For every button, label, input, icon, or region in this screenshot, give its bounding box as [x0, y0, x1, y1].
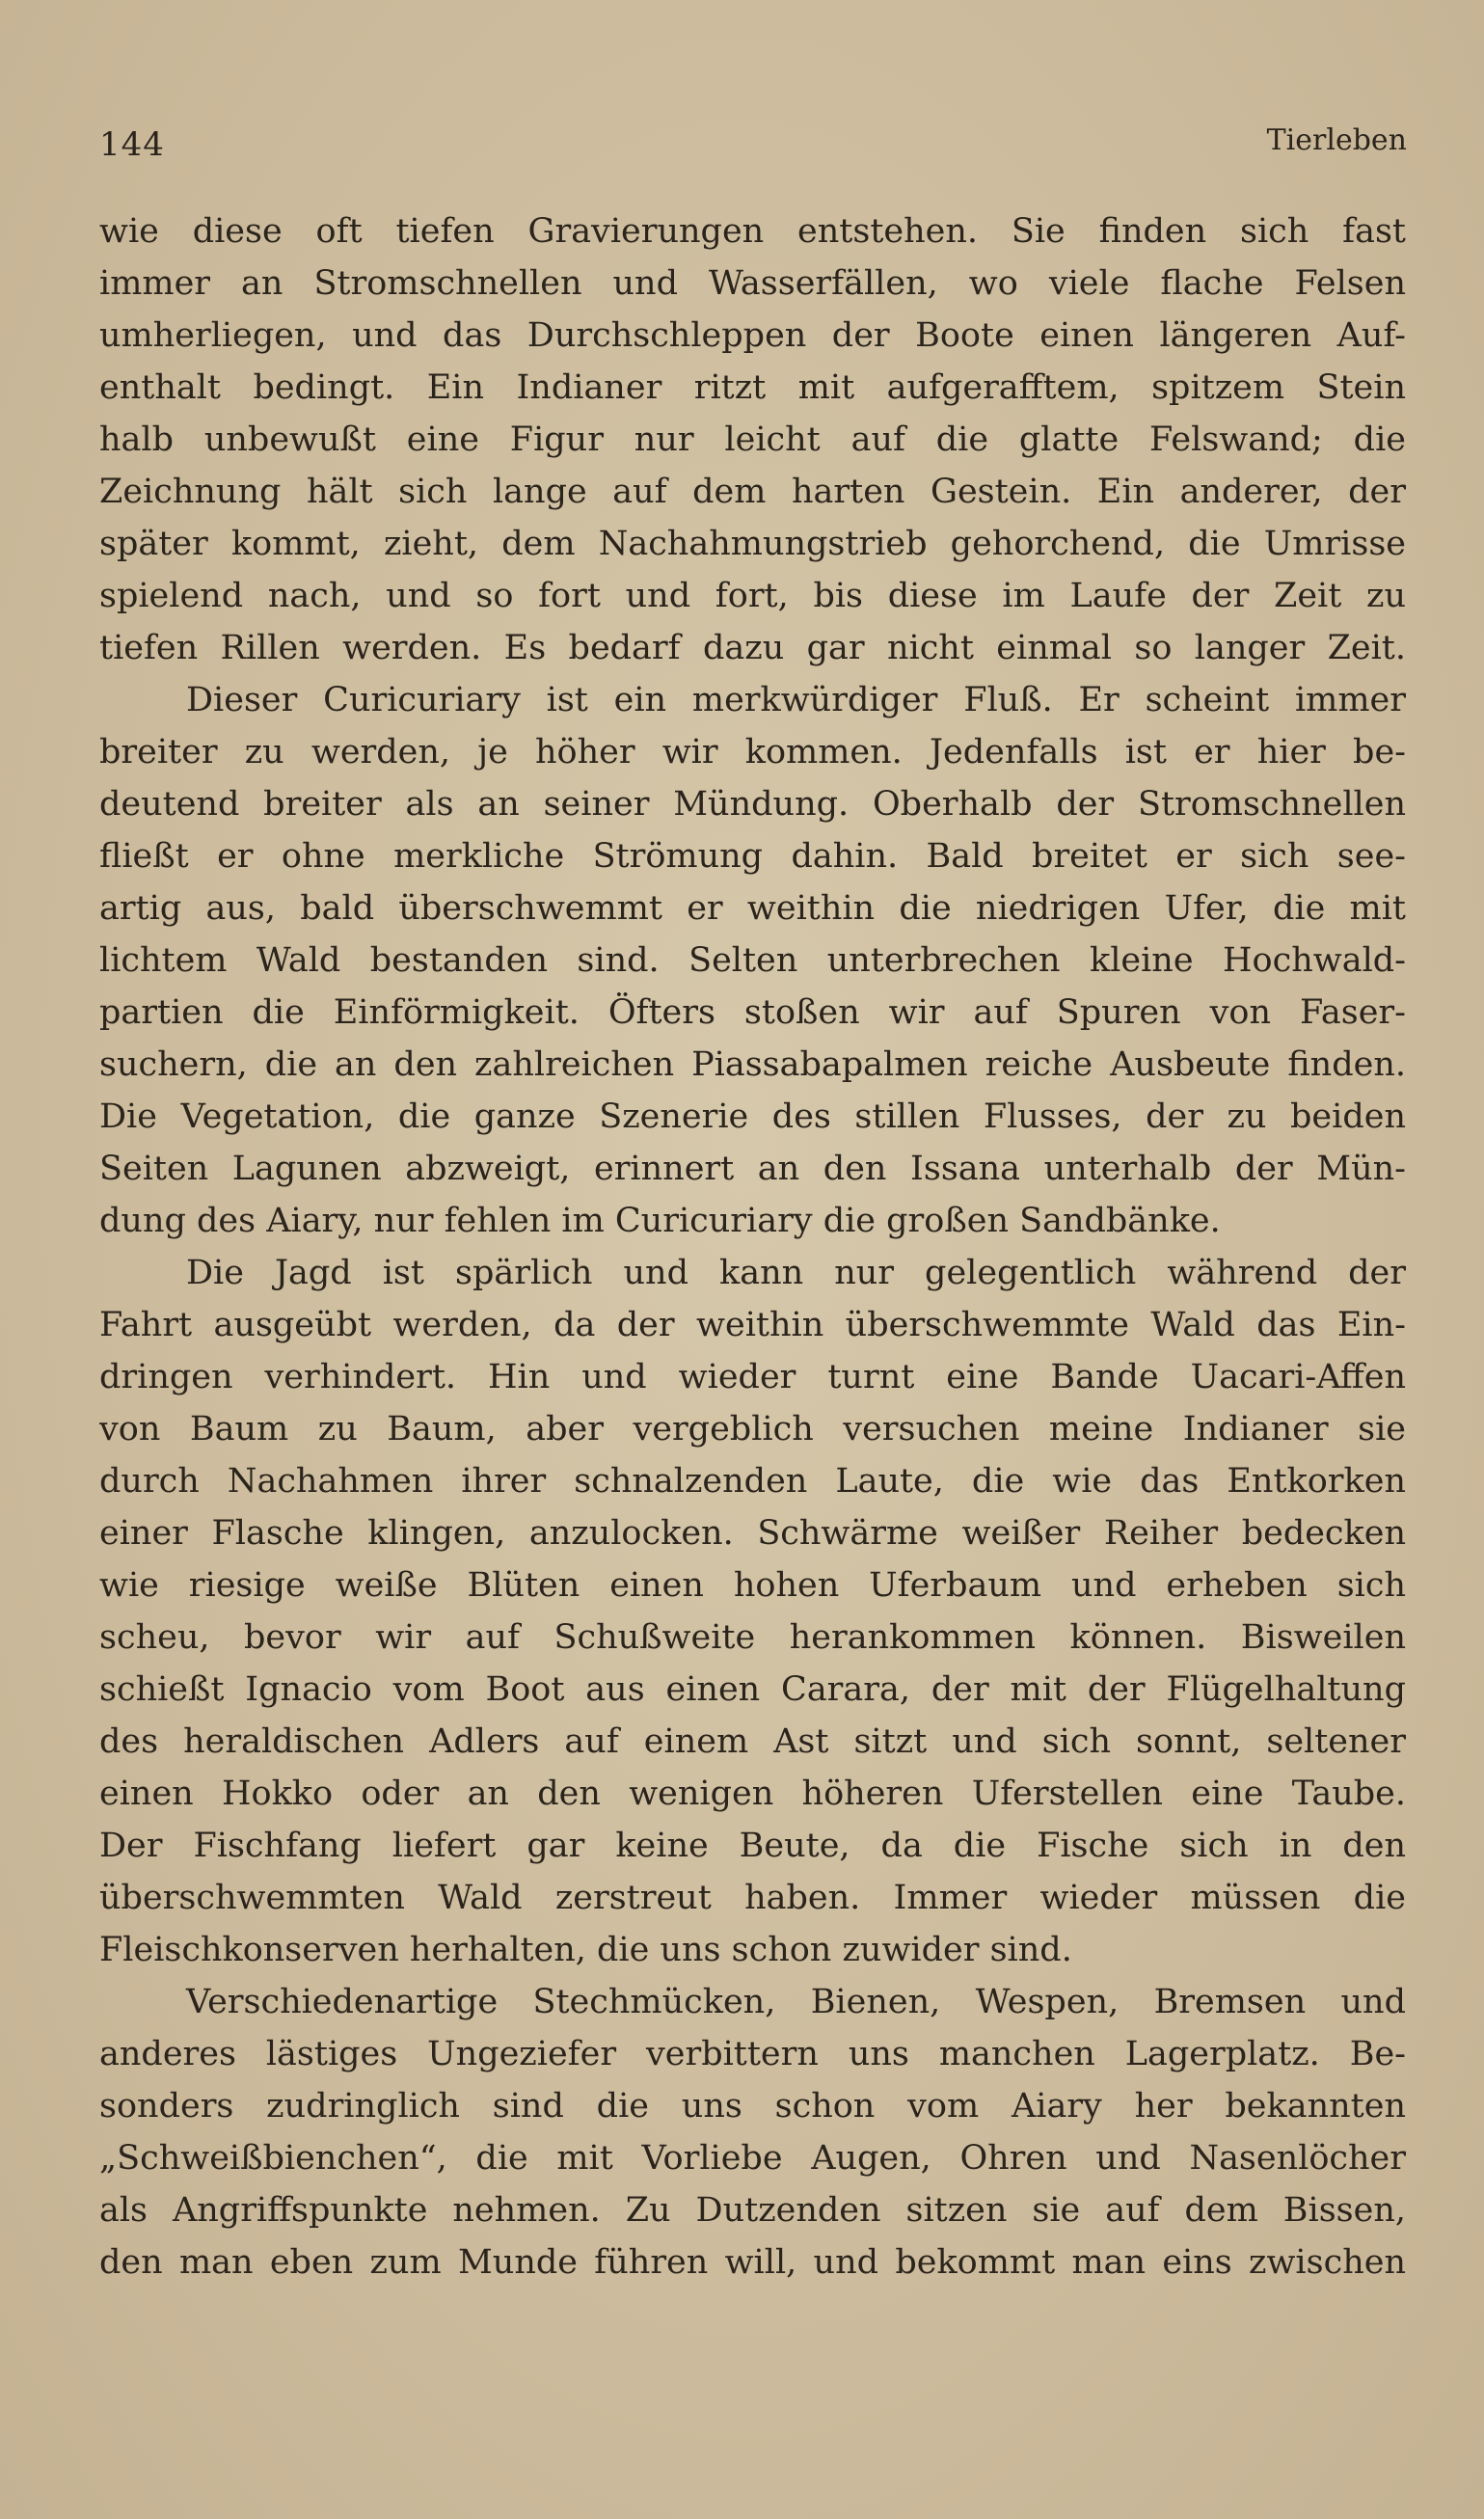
text-line: als Angriffspunkte nehmen. Zu Dutzenden sitzen sie auf dem Bissen,	[99, 2191, 1406, 2230]
paragraph-start-line: Die Jagd ist spärlich und kann nur gelegentlich während der	[186, 1254, 1406, 1292]
text-line: Fahrt ausgeübt werden, da der weithin überschwemmte Wald das Ein-	[99, 1306, 1406, 1344]
text-line: artig aus, bald überschwemmt er weithin die niedrigen Ufer, die mit	[99, 889, 1406, 928]
text-line: sonders zudringlich sind die uns schon vom Aiary her bekannten	[99, 2087, 1406, 2126]
text-line: immer an Stromschnellen und Wasserfällen, wo viele flache Felsen	[99, 264, 1406, 303]
text-line: von Baum zu Baum, aber vergeblich versuchen meine Indianer sie	[99, 1410, 1406, 1449]
text-line: Zeichnung hält sich lange auf dem harten Gestein. Ein anderer, der	[99, 473, 1406, 511]
text-line: halb unbewußt eine Figur nur leicht auf die glatte Felswand; die	[99, 420, 1406, 459]
text-line: den man eben zum Munde führen will, und bekommt man eins zwischen	[99, 2243, 1406, 2282]
text-line: suchern, die an den zahlreichen Piassabapalmen reiche Ausbeute finden.	[99, 1045, 1406, 1084]
paragraph-start-line: Verschiedenartige Stechmücken, Bienen, Wespen, Bremsen und	[186, 1983, 1406, 2021]
body-text	[99, 205, 1406, 2289]
running-head: Tierleben	[1266, 123, 1407, 157]
text-line: deutend breiter als an seiner Mündung. Oberhalb der Stromschnellen	[99, 785, 1406, 824]
text-line: spielend nach, und so fort und fort, bis diese im Laufe der Zeit zu	[99, 577, 1406, 615]
text-line: dringen verhindert. Hin und wieder turnt eine Bande Uacari-Affen	[99, 1358, 1406, 1396]
text-line: Der Fischfang liefert gar keine Beute, da die Fische sich in den	[99, 1827, 1406, 1865]
text-line: enthalt bedingt. Ein Indianer ritzt mit aufgerafftem, spitzem Stein	[99, 368, 1406, 407]
text-line: einer Flasche klingen, anzulocken. Schwärme weißer Reiher bedecken	[99, 1514, 1406, 1553]
text-line: Die Vegetation, die ganze Szenerie des stillen Flusses, der zu beiden	[99, 1097, 1406, 1136]
text-line: wie diese oft tiefen Gravierungen entstehen. Sie finden sich fast	[99, 212, 1406, 251]
text-line: überschwemmten Wald zerstreut haben. Immer wieder müssen die	[99, 1879, 1406, 1917]
text-line: anderes lästiges Ungeziefer verbittern uns manchen Lagerplatz. Be-	[99, 2035, 1406, 2073]
text-line: tiefen Rillen werden. Es bedarf dazu gar nicht einmal so langer Zeit.	[99, 629, 1406, 667]
text-line: breiter zu werden, je höher wir kommen. Jedenfalls ist er hier be-	[99, 733, 1406, 772]
paragraph-start-line: Dieser Curicuriary ist ein merkwürdiger Fluß. Er scheint immer	[186, 681, 1406, 719]
text-line: durch Nachahmen ihrer schnalzenden Laute, die wie das Entkorken	[99, 1462, 1406, 1501]
paragraph-end-line: Fleischkonserven herhalten, die uns schon zuwider sind.	[99, 1931, 1072, 1969]
page-number: 144	[99, 125, 165, 164]
text-line: schießt Ignacio vom Boot aus einen Carara, der mit der Flügelhaltung	[99, 1670, 1406, 1709]
text-line: wie riesige weiße Blüten einen hohen Uferbaum und erheben sich	[99, 1566, 1406, 1605]
text-line: Seiten Lagunen abzweigt, erinnert an den Issana unterhalb der Mün-	[99, 1150, 1406, 1188]
text-line: später kommt, zieht, dem Nachahmungstrieb gehorchend, die Umrisse	[99, 525, 1406, 563]
text-line: „Schweißbienchen“, die mit Vorliebe Augen, Ohren und Nasenlöcher	[99, 2139, 1406, 2178]
paragraph-end-line: dung des Aiary, nur fehlen im Curicuriary die großen Sandbänke.	[99, 1202, 1221, 1240]
text-line: des heraldischen Adlers auf einem Ast sitzt und sich sonnt, seltener	[99, 1722, 1406, 1761]
text-line: scheu, bevor wir auf Schußweite herankommen können. Bisweilen	[99, 1618, 1406, 1657]
text-line: partien die Einförmigkeit. Öfters stoßen wir auf Spuren von Faser-	[99, 993, 1406, 1032]
text-line: fließt er ohne merkliche Strömung dahin. Bald breitet er sich see-	[99, 837, 1406, 876]
text-line: lichtem Wald bestanden sind. Selten unterbrechen kleine Hochwald-	[99, 941, 1406, 980]
text-line: umherliegen, und das Durchschleppen der Boote einen längeren Auf-	[99, 316, 1406, 355]
text-line: einen Hokko oder an den wenigen höheren Uferstellen eine Taube.	[99, 1774, 1406, 1813]
